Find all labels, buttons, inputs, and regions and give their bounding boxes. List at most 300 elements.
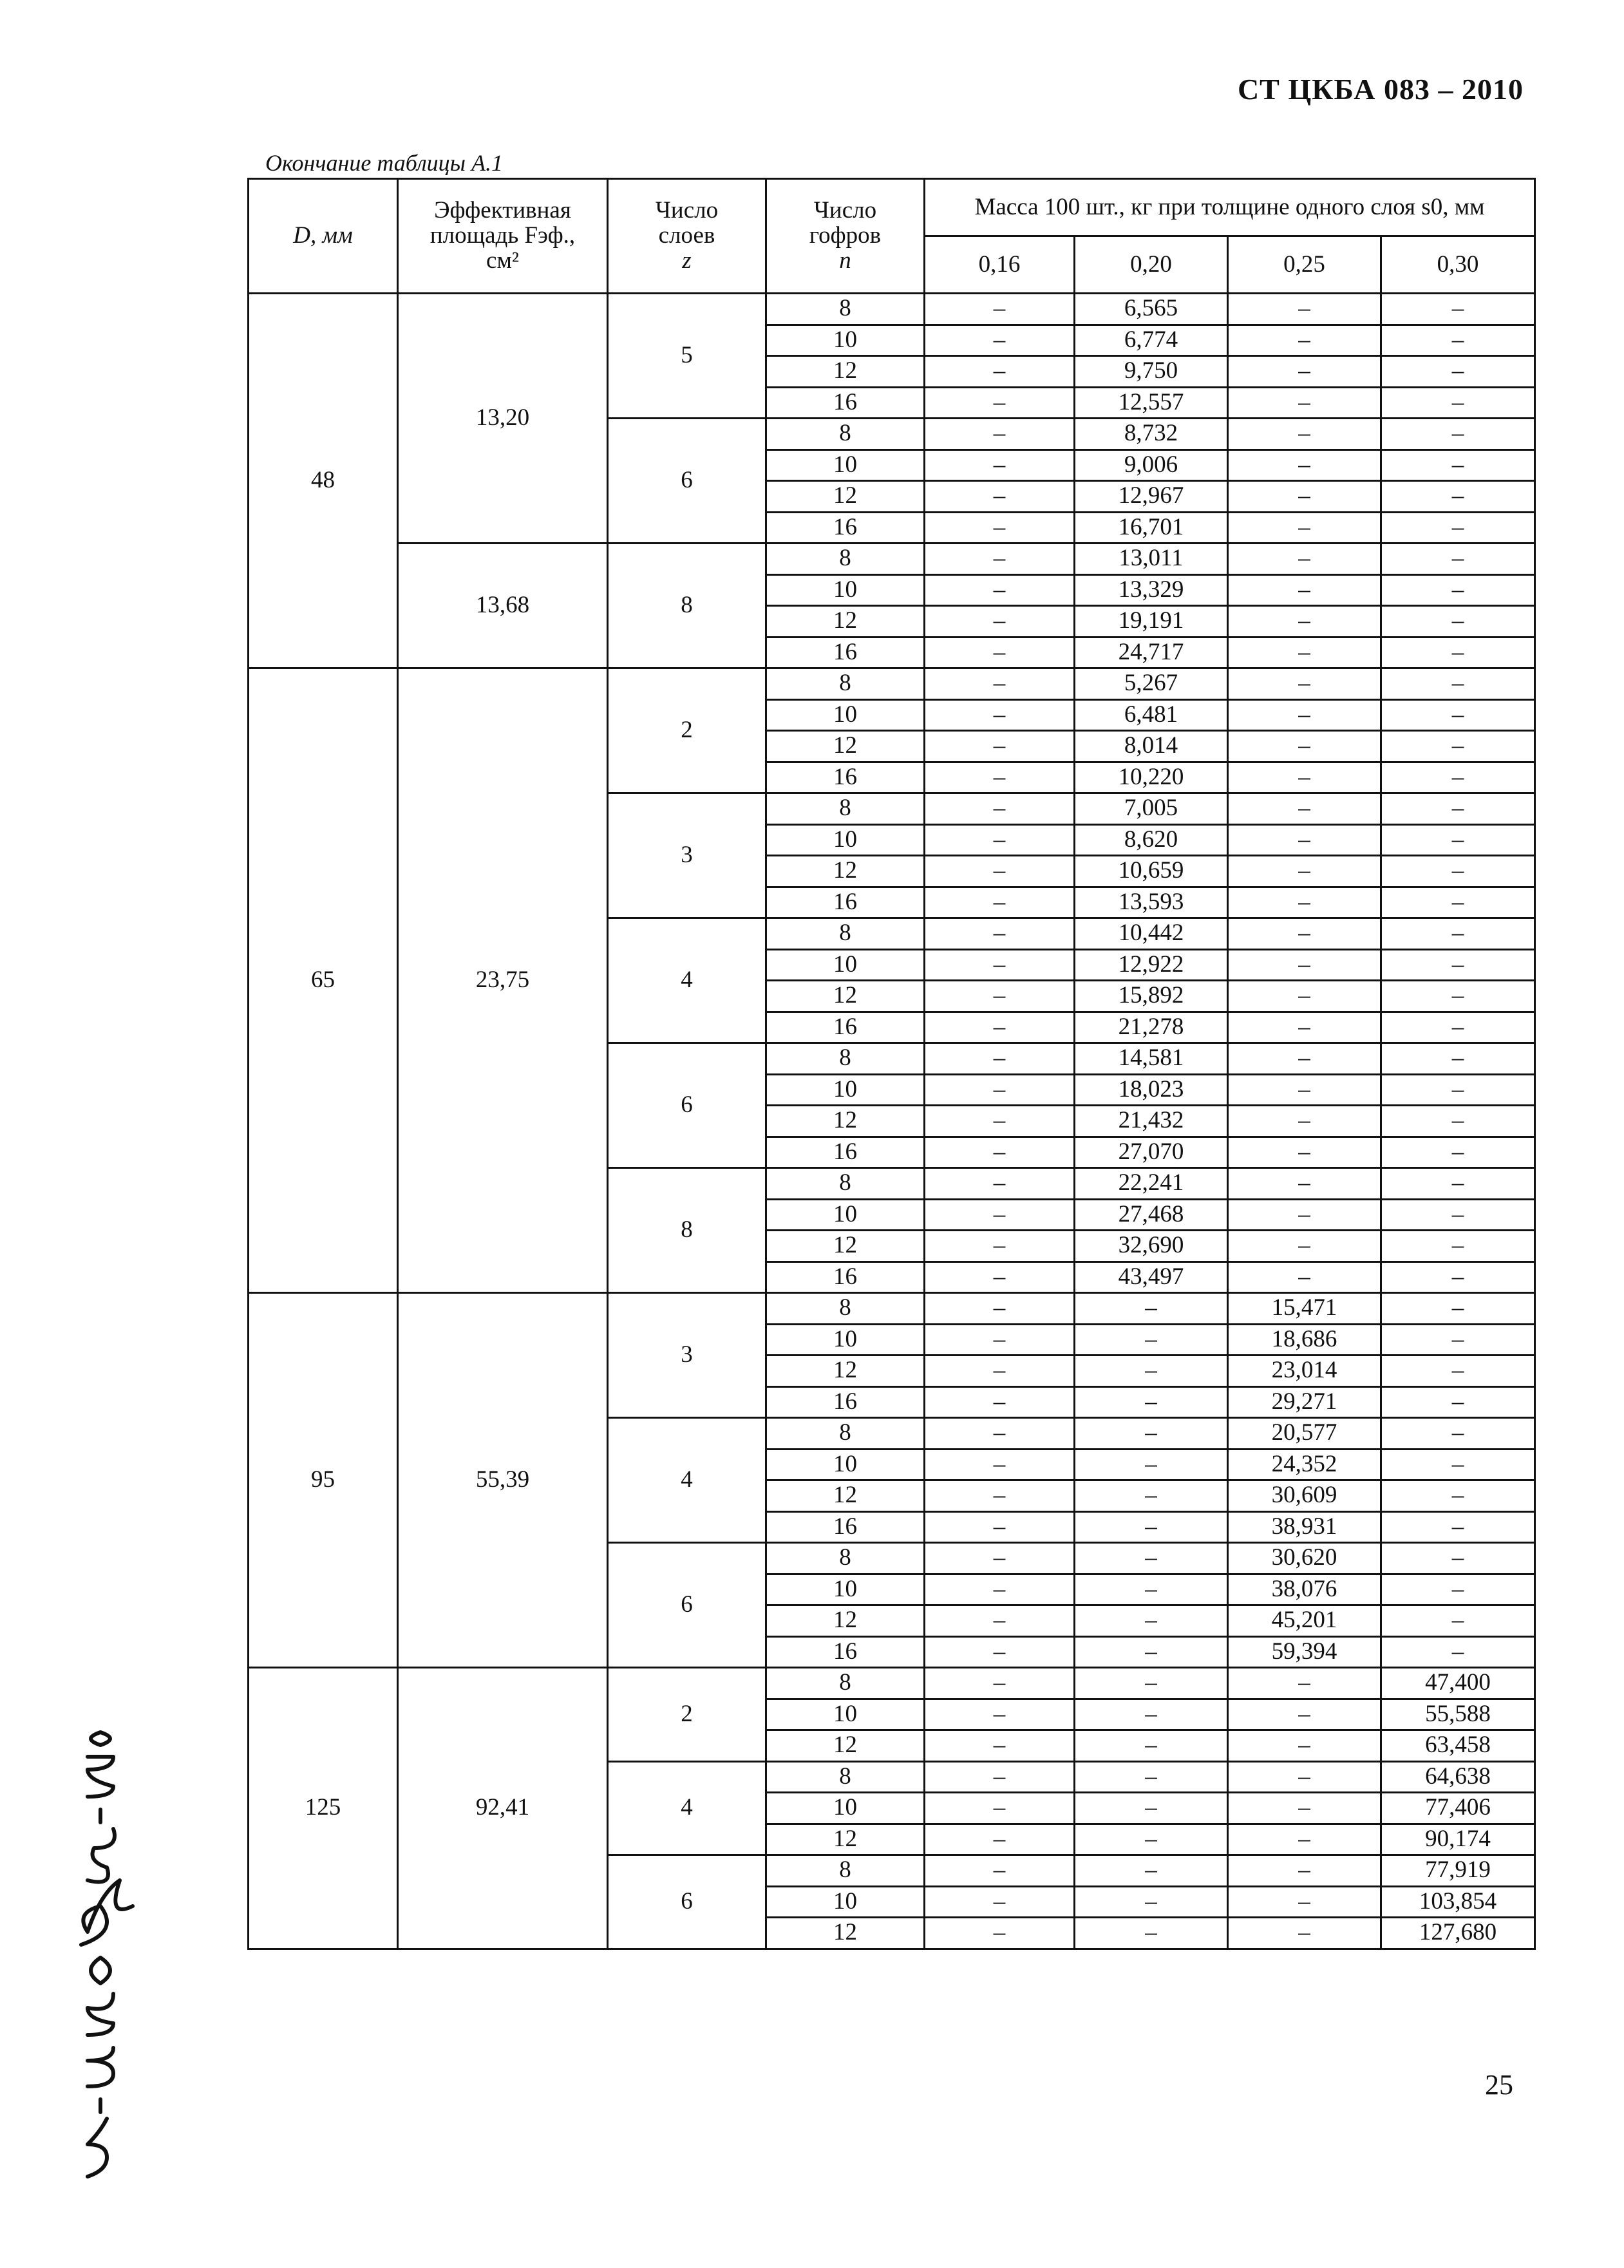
- cell-mass-020: 24,717: [1075, 637, 1228, 668]
- cell-mass-030: –: [1381, 668, 1535, 700]
- cell-mass-020: 32,690: [1075, 1231, 1228, 1262]
- cell-corrugations: 10: [766, 1074, 925, 1106]
- cell-mass-025: 24,352: [1228, 1449, 1381, 1480]
- cell-corrugations: 8: [766, 1418, 925, 1450]
- cell-mass-016: –: [925, 356, 1075, 388]
- cell-mass-020: 21,278: [1075, 1012, 1228, 1043]
- mass-table: [247, 178, 1536, 1950]
- cell-mass-030: 64,638: [1381, 1761, 1535, 1793]
- cell-mass-030: –: [1381, 1324, 1535, 1356]
- cell-layers: 6: [608, 1855, 766, 1949]
- cell-corrugations: 8: [766, 1043, 925, 1075]
- cell-mass-025: –: [1228, 637, 1381, 668]
- cell-mass-020: 22,241: [1075, 1168, 1228, 1200]
- cell-mass-020: –: [1075, 1543, 1228, 1574]
- cell-mass-025: –: [1228, 949, 1381, 981]
- cell-layers: 2: [608, 668, 766, 793]
- cell-mass-030: –: [1381, 1231, 1535, 1262]
- cell-mass-030: –: [1381, 512, 1535, 543]
- cell-mass-016: –: [925, 1761, 1075, 1793]
- cell-mass-025: –: [1228, 574, 1381, 606]
- cell-mass-025: –: [1228, 356, 1381, 388]
- cell-layers: 6: [608, 1043, 766, 1168]
- cell-corrugations: 12: [766, 606, 925, 638]
- cell-mass-025: –: [1228, 1918, 1381, 1949]
- header-thickness-025: 0,25: [1228, 236, 1381, 294]
- cell-corrugations: 12: [766, 481, 925, 513]
- cell-corrugations: 10: [766, 1199, 925, 1231]
- cell-mass-025: –: [1228, 449, 1381, 481]
- cell-mass-016: –: [925, 1231, 1075, 1262]
- cell-corrugations: 12: [766, 1918, 925, 1949]
- cell-mass-016: –: [925, 1668, 1075, 1699]
- cell-mass-020: 12,922: [1075, 949, 1228, 981]
- cell-mass-030: –: [1381, 1137, 1535, 1168]
- cell-mass-030: –: [1381, 1511, 1535, 1543]
- cell-mass-016: –: [925, 1168, 1075, 1200]
- cell-mass-025: –: [1228, 668, 1381, 700]
- document-code: СТ ЦКБА 083 – 2010: [1237, 73, 1524, 106]
- cell-mass-016: –: [925, 1793, 1075, 1824]
- cell-mass-016: –: [925, 325, 1075, 356]
- table-caption: Окончание таблицы А.1: [265, 150, 504, 176]
- cell-mass-020: 8,732: [1075, 419, 1228, 450]
- cell-mass-030: –: [1381, 699, 1535, 731]
- cell-corrugations: 10: [766, 1574, 925, 1605]
- cell-layers: 5: [608, 294, 766, 419]
- cell-mass-020: 8,620: [1075, 824, 1228, 856]
- cell-mass-016: –: [925, 1418, 1075, 1450]
- cell-corrugations: 10: [766, 1324, 925, 1356]
- cell-corrugations: 12: [766, 1730, 925, 1762]
- cell-mass-016: –: [925, 1012, 1075, 1043]
- cell-corrugations: 16: [766, 637, 925, 668]
- table-header: [249, 179, 1535, 294]
- cell-mass-020: 6,565: [1075, 294, 1228, 325]
- cell-mass-020: –: [1075, 1636, 1228, 1668]
- table-row: [249, 1293, 1535, 1325]
- cell-area: 13,68: [398, 543, 608, 668]
- cell-corrugations: 12: [766, 981, 925, 1012]
- cell-mass-016: –: [925, 731, 1075, 762]
- cell-mass-030: –: [1381, 1168, 1535, 1200]
- cell-layers: 3: [608, 793, 766, 918]
- cell-diameter: 95: [249, 1293, 398, 1668]
- cell-mass-020: 13,593: [1075, 887, 1228, 918]
- cell-mass-016: –: [925, 887, 1075, 918]
- cell-mass-016: –: [925, 1543, 1075, 1574]
- cell-mass-025: 30,609: [1228, 1480, 1381, 1512]
- cell-corrugations: 10: [766, 1793, 925, 1824]
- cell-mass-016: –: [925, 1137, 1075, 1168]
- cell-mass-020: –: [1075, 1356, 1228, 1387]
- cell-mass-025: 15,471: [1228, 1293, 1381, 1325]
- cell-mass-016: –: [925, 512, 1075, 543]
- header-corr-line2: гофров: [809, 222, 882, 249]
- header-layers-line2: слоев: [658, 222, 715, 249]
- header-corr-line3: n: [839, 247, 851, 274]
- cell-mass-030: –: [1381, 1199, 1535, 1231]
- cell-mass-016: –: [925, 981, 1075, 1012]
- cell-mass-020: –: [1075, 1511, 1228, 1543]
- cell-mass-030: –: [1381, 449, 1535, 481]
- cell-mass-025: –: [1228, 1106, 1381, 1137]
- cell-mass-025: 38,931: [1228, 1511, 1381, 1543]
- header-area-line2: площадь Fэф.,: [430, 222, 576, 249]
- cell-mass-020: –: [1075, 1824, 1228, 1855]
- header-thickness-030: 0,30: [1381, 236, 1535, 294]
- cell-mass-016: –: [925, 543, 1075, 575]
- cell-corrugations: 10: [766, 1886, 925, 1918]
- header-layers: [608, 179, 766, 294]
- cell-mass-025: –: [1228, 699, 1381, 731]
- cell-mass-025: 45,201: [1228, 1605, 1381, 1637]
- cell-mass-030: –: [1381, 1043, 1535, 1075]
- cell-mass-020: –: [1075, 1730, 1228, 1762]
- cell-mass-020: –: [1075, 1668, 1228, 1699]
- cell-mass-020: 8,014: [1075, 731, 1228, 762]
- cell-mass-025: –: [1228, 1043, 1381, 1075]
- cell-mass-030: –: [1381, 1293, 1535, 1325]
- cell-mass-016: –: [925, 1324, 1075, 1356]
- cell-corrugations: 10: [766, 1699, 925, 1730]
- cell-corrugations: 8: [766, 1855, 925, 1887]
- cell-mass-030: 63,458: [1381, 1730, 1535, 1762]
- cell-mass-020: –: [1075, 1480, 1228, 1512]
- cell-corrugations: 16: [766, 887, 925, 918]
- cell-mass-030: –: [1381, 1543, 1535, 1574]
- cell-mass-016: –: [925, 1636, 1075, 1668]
- header-area-line3: см²: [486, 247, 519, 274]
- cell-layers: 4: [608, 1761, 766, 1855]
- header-thickness-020: 0,20: [1075, 236, 1228, 294]
- cell-mass-030: –: [1381, 856, 1535, 887]
- table-row: [249, 1668, 1535, 1699]
- cell-mass-025: –: [1228, 1168, 1381, 1200]
- cell-mass-016: –: [925, 449, 1075, 481]
- cell-corrugations: 16: [766, 1137, 925, 1168]
- cell-layers: 2: [608, 1668, 766, 1762]
- cell-mass-016: –: [925, 1386, 1075, 1418]
- cell-mass-020: –: [1075, 1605, 1228, 1637]
- cell-mass-030: –: [1381, 1386, 1535, 1418]
- cell-corrugations: 16: [766, 762, 925, 793]
- cell-mass-030: –: [1381, 981, 1535, 1012]
- cell-mass-016: –: [925, 699, 1075, 731]
- cell-corrugations: 12: [766, 1356, 925, 1387]
- cell-mass-030: –: [1381, 606, 1535, 638]
- cell-mass-030: –: [1381, 1605, 1535, 1637]
- cell-mass-030: –: [1381, 294, 1535, 325]
- cell-mass-025: –: [1228, 981, 1381, 1012]
- cell-mass-025: –: [1228, 387, 1381, 419]
- cell-mass-025: –: [1228, 918, 1381, 950]
- cell-mass-016: –: [925, 419, 1075, 450]
- cell-corrugations: 10: [766, 699, 925, 731]
- cell-corrugations: 8: [766, 668, 925, 700]
- cell-mass-030: –: [1381, 481, 1535, 513]
- cell-corrugations: 8: [766, 294, 925, 325]
- header-layers-line1: Число: [655, 197, 719, 224]
- cell-mass-025: –: [1228, 325, 1381, 356]
- cell-mass-025: –: [1228, 1668, 1381, 1699]
- cell-corrugations: 12: [766, 1231, 925, 1262]
- cell-mass-020: –: [1075, 1761, 1228, 1793]
- cell-layers: 3: [608, 1293, 766, 1418]
- cell-mass-016: –: [925, 1356, 1075, 1387]
- cell-mass-020: 13,329: [1075, 574, 1228, 606]
- table-row: [249, 543, 1535, 575]
- cell-mass-025: –: [1228, 1761, 1381, 1793]
- cell-mass-020: –: [1075, 1886, 1228, 1918]
- cell-mass-030: –: [1381, 918, 1535, 950]
- cell-mass-030: –: [1381, 574, 1535, 606]
- cell-mass-020: 6,774: [1075, 325, 1228, 356]
- handwritten-signature: [62, 1726, 139, 2189]
- cell-mass-025: –: [1228, 294, 1381, 325]
- cell-mass-030: –: [1381, 637, 1535, 668]
- page-number: 25: [1485, 2069, 1513, 2101]
- table-body: [249, 294, 1535, 1949]
- table-row: [249, 668, 1535, 700]
- cell-mass-020: 12,557: [1075, 387, 1228, 419]
- cell-mass-020: –: [1075, 1324, 1228, 1356]
- table-container: [247, 178, 1534, 1950]
- cell-mass-025: –: [1228, 731, 1381, 762]
- cell-mass-020: 6,481: [1075, 699, 1228, 731]
- cell-mass-016: –: [925, 1699, 1075, 1730]
- cell-mass-016: –: [925, 856, 1075, 887]
- cell-mass-020: 13,011: [1075, 543, 1228, 575]
- cell-diameter: 65: [249, 668, 398, 1293]
- cell-mass-020: 9,750: [1075, 356, 1228, 388]
- cell-corrugations: 8: [766, 1293, 925, 1325]
- cell-corrugations: 8: [766, 419, 925, 450]
- cell-corrugations: 8: [766, 1168, 925, 1200]
- header-corr-line1: Число: [813, 197, 877, 224]
- cell-diameter: 48: [249, 294, 398, 668]
- cell-layers: 4: [608, 1418, 766, 1543]
- cell-mass-016: –: [925, 1605, 1075, 1637]
- cell-mass-016: –: [925, 1574, 1075, 1605]
- cell-mass-020: –: [1075, 1918, 1228, 1949]
- cell-mass-020: 16,701: [1075, 512, 1228, 543]
- cell-mass-020: –: [1075, 1293, 1228, 1325]
- cell-mass-025: –: [1228, 1793, 1381, 1824]
- cell-mass-025: –: [1228, 1199, 1381, 1231]
- cell-mass-030: –: [1381, 762, 1535, 793]
- cell-mass-020: –: [1075, 1699, 1228, 1730]
- cell-mass-025: –: [1228, 481, 1381, 513]
- header-thickness-016: 0,16: [925, 236, 1075, 294]
- cell-mass-020: –: [1075, 1386, 1228, 1418]
- cell-mass-016: –: [925, 637, 1075, 668]
- cell-mass-020: 12,967: [1075, 481, 1228, 513]
- cell-corrugations: 10: [766, 449, 925, 481]
- header-d: D, мм: [249, 179, 398, 294]
- cell-layers: 6: [608, 419, 766, 543]
- cell-layers: 6: [608, 1543, 766, 1668]
- cell-corrugations: 12: [766, 356, 925, 388]
- cell-mass-020: 19,191: [1075, 606, 1228, 638]
- cell-mass-025: –: [1228, 1730, 1381, 1762]
- cell-mass-025: –: [1228, 1886, 1381, 1918]
- cell-mass-025: –: [1228, 543, 1381, 575]
- cell-mass-016: –: [925, 1480, 1075, 1512]
- cell-mass-030: –: [1381, 1418, 1535, 1450]
- cell-mass-030: –: [1381, 1636, 1535, 1668]
- cell-mass-016: –: [925, 762, 1075, 793]
- cell-mass-020: 27,468: [1075, 1199, 1228, 1231]
- cell-mass-030: –: [1381, 949, 1535, 981]
- cell-mass-016: –: [925, 824, 1075, 856]
- cell-mass-030: 127,680: [1381, 1918, 1535, 1949]
- cell-mass-025: 29,271: [1228, 1386, 1381, 1418]
- cell-mass-030: 77,406: [1381, 1793, 1535, 1824]
- cell-mass-016: –: [925, 481, 1075, 513]
- cell-corrugations: 16: [766, 1386, 925, 1418]
- cell-mass-025: 38,076: [1228, 1574, 1381, 1605]
- cell-mass-030: –: [1381, 1106, 1535, 1137]
- cell-mass-016: –: [925, 1449, 1075, 1480]
- cell-mass-016: –: [925, 918, 1075, 950]
- table-row: [249, 294, 1535, 325]
- cell-mass-030: –: [1381, 824, 1535, 856]
- cell-mass-025: 59,394: [1228, 1636, 1381, 1668]
- cell-mass-016: –: [925, 1511, 1075, 1543]
- cell-mass-025: –: [1228, 1699, 1381, 1730]
- cell-corrugations: 16: [766, 1262, 925, 1293]
- cell-corrugations: 12: [766, 731, 925, 762]
- cell-corrugations: 16: [766, 512, 925, 543]
- header-corrugations: [766, 179, 925, 294]
- cell-diameter: 125: [249, 1668, 398, 1949]
- cell-mass-030: 90,174: [1381, 1824, 1535, 1855]
- cell-mass-020: 18,023: [1075, 1074, 1228, 1106]
- cell-mass-016: –: [925, 574, 1075, 606]
- cell-mass-016: –: [925, 1199, 1075, 1231]
- cell-corrugations: 10: [766, 325, 925, 356]
- cell-mass-025: 20,577: [1228, 1418, 1381, 1450]
- cell-corrugations: 10: [766, 949, 925, 981]
- cell-corrugations: 12: [766, 856, 925, 887]
- cell-mass-016: –: [925, 1074, 1075, 1106]
- cell-area: 23,75: [398, 668, 608, 1293]
- cell-mass-016: –: [925, 949, 1075, 981]
- cell-mass-025: –: [1228, 856, 1381, 887]
- cell-mass-020: –: [1075, 1574, 1228, 1605]
- cell-mass-030: –: [1381, 887, 1535, 918]
- cell-corrugations: 12: [766, 1605, 925, 1637]
- cell-mass-025: 18,686: [1228, 1324, 1381, 1356]
- cell-mass-030: –: [1381, 419, 1535, 450]
- cell-mass-016: –: [925, 793, 1075, 825]
- cell-mass-020: 5,267: [1075, 668, 1228, 700]
- cell-mass-016: –: [925, 1106, 1075, 1137]
- cell-mass-025: –: [1228, 887, 1381, 918]
- cell-mass-025: –: [1228, 1074, 1381, 1106]
- cell-corrugations: 8: [766, 1543, 925, 1574]
- cell-mass-030: –: [1381, 387, 1535, 419]
- cell-corrugations: 12: [766, 1106, 925, 1137]
- cell-mass-020: 15,892: [1075, 981, 1228, 1012]
- cell-corrugations: 16: [766, 1012, 925, 1043]
- cell-corrugations: 10: [766, 824, 925, 856]
- cell-mass-030: 55,588: [1381, 1699, 1535, 1730]
- cell-mass-030: 103,854: [1381, 1886, 1535, 1918]
- cell-mass-025: –: [1228, 1262, 1381, 1293]
- cell-mass-020: 43,497: [1075, 1262, 1228, 1293]
- cell-mass-025: 30,620: [1228, 1543, 1381, 1574]
- cell-mass-025: –: [1228, 1824, 1381, 1855]
- cell-mass-025: –: [1228, 419, 1381, 450]
- cell-mass-030: –: [1381, 1074, 1535, 1106]
- cell-mass-030: 47,400: [1381, 1668, 1535, 1699]
- cell-mass-016: –: [925, 1262, 1075, 1293]
- cell-corrugations: 16: [766, 1636, 925, 1668]
- cell-mass-020: 21,432: [1075, 1106, 1228, 1137]
- cell-corrugations: 16: [766, 1511, 925, 1543]
- cell-area: 55,39: [398, 1293, 608, 1668]
- cell-mass-030: –: [1381, 356, 1535, 388]
- cell-mass-016: –: [925, 1855, 1075, 1887]
- cell-layers: 8: [608, 543, 766, 668]
- cell-mass-030: –: [1381, 1356, 1535, 1387]
- cell-corrugations: 12: [766, 1480, 925, 1512]
- cell-mass-030: –: [1381, 1574, 1535, 1605]
- cell-mass-016: –: [925, 1824, 1075, 1855]
- cell-mass-030: –: [1381, 1262, 1535, 1293]
- cell-mass-020: 10,442: [1075, 918, 1228, 950]
- cell-mass-025: –: [1228, 793, 1381, 825]
- cell-mass-016: –: [925, 1918, 1075, 1949]
- cell-area: 13,20: [398, 294, 608, 543]
- cell-mass-025: –: [1228, 1137, 1381, 1168]
- cell-mass-025: 23,014: [1228, 1356, 1381, 1387]
- cell-mass-020: 14,581: [1075, 1043, 1228, 1075]
- cell-mass-020: –: [1075, 1793, 1228, 1824]
- cell-mass-030: –: [1381, 793, 1535, 825]
- cell-layers: 4: [608, 918, 766, 1043]
- cell-mass-030: 77,919: [1381, 1855, 1535, 1887]
- cell-mass-025: –: [1228, 1855, 1381, 1887]
- cell-corrugations: 10: [766, 1449, 925, 1480]
- cell-corrugations: 8: [766, 543, 925, 575]
- cell-mass-020: 27,070: [1075, 1137, 1228, 1168]
- cell-layers: 8: [608, 1168, 766, 1293]
- cell-mass-025: –: [1228, 1012, 1381, 1043]
- cell-mass-025: –: [1228, 606, 1381, 638]
- cell-mass-020: –: [1075, 1418, 1228, 1450]
- cell-corrugations: 16: [766, 387, 925, 419]
- cell-mass-025: –: [1228, 762, 1381, 793]
- header-area-line1: Эффективная: [434, 197, 571, 224]
- cell-mass-030: –: [1381, 543, 1535, 575]
- cell-mass-020: 10,659: [1075, 856, 1228, 887]
- cell-mass-020: –: [1075, 1449, 1228, 1480]
- cell-corrugations: 8: [766, 1668, 925, 1699]
- header-layers-line3: z: [682, 247, 692, 274]
- cell-mass-020: 7,005: [1075, 793, 1228, 825]
- header-area: [398, 179, 608, 294]
- cell-mass-030: –: [1381, 325, 1535, 356]
- cell-mass-020: 9,006: [1075, 449, 1228, 481]
- cell-corrugations: 8: [766, 918, 925, 950]
- cell-mass-016: –: [925, 668, 1075, 700]
- cell-mass-016: –: [925, 1043, 1075, 1075]
- cell-mass-016: –: [925, 1886, 1075, 1918]
- cell-mass-030: –: [1381, 1480, 1535, 1512]
